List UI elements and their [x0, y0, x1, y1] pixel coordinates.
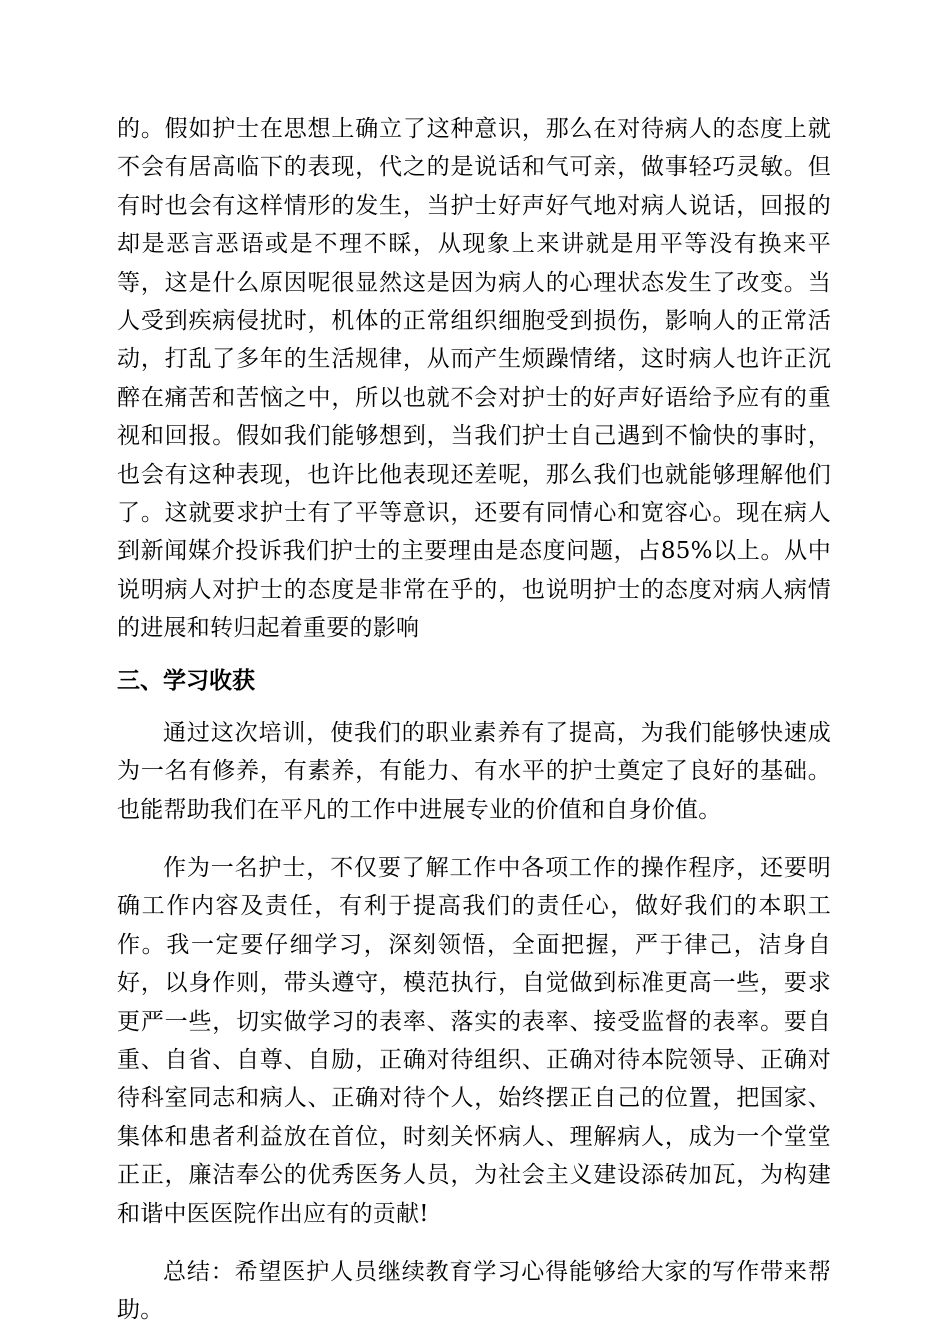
continuation-paragraph: 的。假如护士在思想上确立了这种意识，那么在对待病人的态度上就不会有居高临下的表现，代之的是说话和气可亲，做事轻巧灵敏。但有时也会有这样情形的发生，当护士好声好气地对病人说话，回报的却是恶言恶语或是不理不睬，从现象上来讲就是用平等没有换来平等，这是什么原因呢很显然这是因为病人的心理状态发生了改变。当人受到疾病侵扰时，机体的正常组织细胞受到损伤，影响人的正常活动，打乱了多年的生活规律，从而产生烦躁情绪，这时病人也许正沉醉在痛苦和苦恼之中，所以也就不会对护士的好声好语给予应有的重视和回报。假如我们能够想到，当我们护士自己遇到不愉快的事时，也会有这种表现，也许比他表现还差呢，那么我们也就能够理解他们了。这就要求护士有了平等意识，还要有同情心和宽容心。现在病人到新闻媒介投诉我们护士的主要理由是态度问题，占85%以上。从中说明病人对护士的态度是非常在乎的，也说明护士的态度对病人病情的进展和转归起着重要的影响 [117, 116, 831, 642]
document-page [117, 110, 831, 1330]
section-heading: 三、学习收获 [117, 667, 255, 694]
gains-paragraph-1: 通过这次培训，使我们的职业素养有了提高，为我们能够快速成为一名有修养，有素养，有能力、有水平的护士奠定了良好的基础。也能帮助我们在平凡的工作中进展专业的价值和自身价值。 [117, 719, 831, 823]
gains-paragraph-2: 作为一名护士，不仅要了解工作中各项工作的操作程序，还要明确工作内容及责任，有利于提高我们的责任心，做好我们的本职工作。我一定要仔细学习，深刻领悟，全面把握，严于律己，洁身自好，以身作则，带头遵守，模范执行，自觉做到标准更高一些，要求更严一些，切实做学习的表率、落实的表率、接受监督的表率。要自重、自省、自尊、自励，正确对待组织、正确对待本院领导、正确对待科室同志和病人、正确对待个人，始终摆正自己的位置，把国家、集体和患者利益放在首位，时刻关怀病人、理解病人，成为一个堂堂正正，廉洁奉公的优秀医务人员，为社会主义建设添砖加瓦，为构建和谐中医医院作出应有的贡献! [117, 854, 831, 1227]
paragraph-spacer [117, 1233, 831, 1253]
paragraph-spacer [117, 829, 831, 849]
summary-paragraph: 总结：希望医护人员继续教育学习心得能够给大家的写作带来帮助。 [117, 1258, 831, 1324]
